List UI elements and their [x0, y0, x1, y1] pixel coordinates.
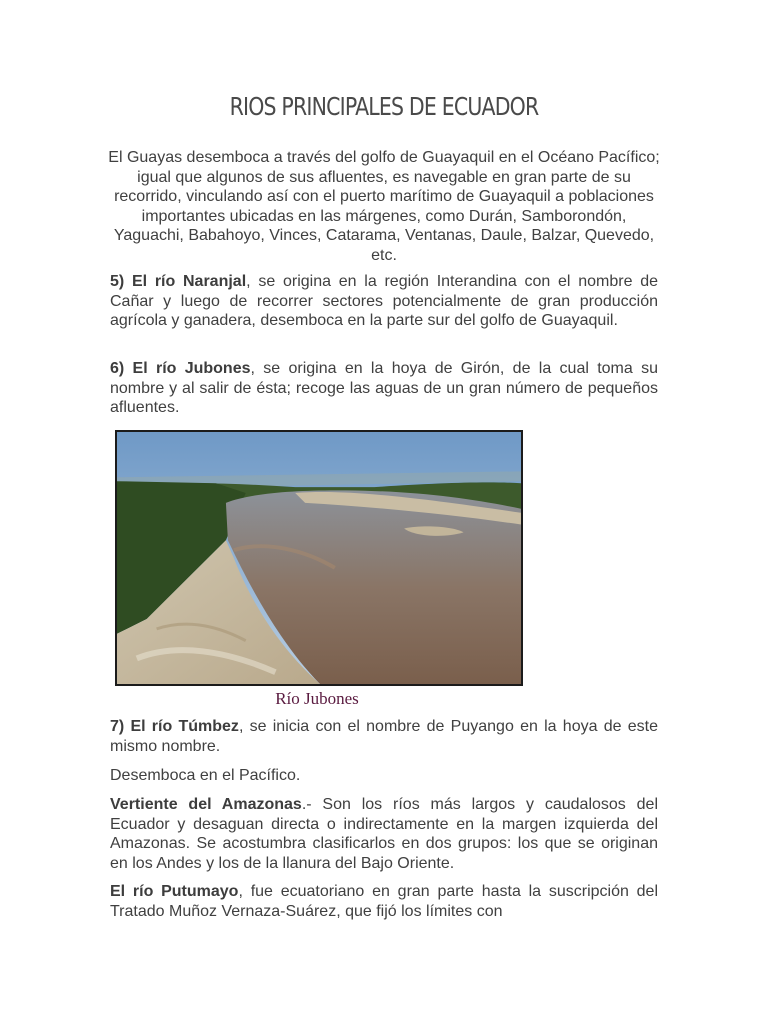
heading-putumayo: El río Putumayo — [110, 883, 239, 900]
paragraph-jubones — [110, 359, 658, 418]
text-amazonas: .- Son los ríos más largos y caudalosos del Ecuador y desaguan directa o indirectamente en la margen izquierda del Amazonas. Se acostumbra clasificarlos en dos grupos: los que se originan en los Andes y los de la llanura del Bajo Oriente. — [110, 796, 658, 872]
text-naranjal: , se origina en la región Interandina con el nombre de Cañar y luego de recorrer sectores potencialmente de gran producción agrícola y ganadera, desemboca en la parte sur del golfo de Guayaquil. — [110, 273, 659, 330]
paragraph-tumbez-mouth: Desemboca en el Pacífico. — [110, 767, 301, 784]
river-photo-illustration — [117, 432, 521, 684]
paragraph-amazonas — [110, 795, 658, 873]
text-tumbez: , se inicia con el nombre de Puyango en la hoya de este mismo nombre. — [110, 718, 658, 755]
paragraph-tumbez — [110, 717, 658, 756]
paragraph-naranjal — [110, 272, 658, 331]
text-putumayo: , fue ecuatoriano en gran parte hasta la suscripción del Tratado Muñoz Vernaza-Suárez, que fijó los límites con — [110, 883, 659, 920]
photo-caption: Río Jubones — [275, 689, 359, 708]
intro-paragraph: El Guayas desemboca a través del golfo de Guayaquil en el Océano Pacífico; igual que algunos de sus afluentes, es navegable en gran parte de su recorrido, vinculando así con el puerto marítimo de Guayaquil a poblaciones importantes ubicadas en las márgenes, como Durán, Samborondón, Yaguachi, Babahoyo, Vinces, Catarama, Ventanas, Daule, Balzar, Quevedo, etc. — [108, 149, 660, 264]
heading-jubones: 6) El río Jubones — [110, 360, 251, 377]
heading-naranjal: 5) El río Naranjal — [110, 273, 247, 290]
heading-amazonas: Vertiente del Amazonas — [110, 796, 302, 813]
heading-tumbez: 7) El río Túmbez — [110, 718, 239, 735]
text-jubones: , se origina en la hoya de Girón, de la cual toma su nombre y al salir de ésta; recoge las aguas de un gran número de pequeños afluentes. — [110, 360, 658, 417]
page-title: RIOS PRINCIPALES DE ECUADOR — [229, 92, 539, 121]
paragraph-putumayo — [110, 882, 658, 921]
river-photo — [115, 430, 523, 686]
